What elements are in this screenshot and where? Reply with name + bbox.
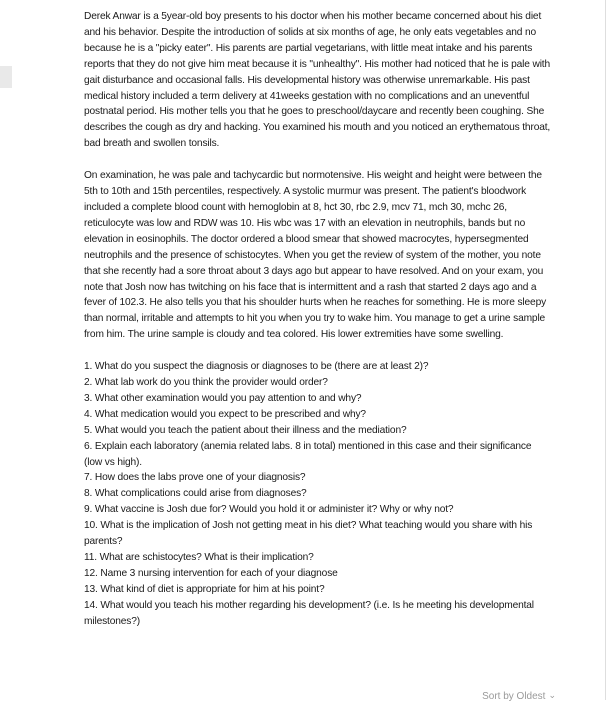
question-item: 1. What do you suspect the diagnosis or diagnoses to be (there are at least 2)? <box>84 361 429 373</box>
question-item: 5. What would you teach the patient about their illness and the mediation? <box>84 424 407 436</box>
question-item: 12. Name 3 nursing intervention for each of your diagnose <box>84 567 338 579</box>
question-item: 8. What complications could arise from diagnoses? <box>84 488 307 500</box>
question-item: 13. What kind of diet is appropriate for him at his point? <box>84 583 325 595</box>
question-item: 10. What is the implication of Josh not getting meat in his diet? What teaching would you share with his parents? <box>84 520 533 548</box>
case-paragraph-history: Derek Anwar is a 5year-old boy presents to his doctor when his mother became concerned about his diet and his behavior. Despite the introduction of solids at six months of age, he only eats vegetables and no because he is a "picky eater". His parents are partial vegetarians, with little meat intake and his parents reports that they do not give him meat because it is "unhealthy". His mother had noticed that he is pale with gait disturbance and occasional falls. His developmental history was otherwise unremarkable. His past medical history included a term delivery at 41weeks gestation with no complications and an uneventful postnatal period. His mother tells you that he goes to preschool/daycare and recently been coughing. She describes the cough as dry and hacking. You examined his mouth and you noticed an erythematous throat, bad breath and swollen tonsils. <box>84 11 551 150</box>
question-item: 4. What medication would you expect to be prescribed and why? <box>84 408 366 420</box>
question-item: 6. Explain each laboratory (anemia related labs. 8 in total) mentioned in this case and their significance (low vs high). <box>84 440 532 468</box>
question-item: 2. What lab work do you think the provider would order? <box>84 377 328 389</box>
sort-dropdown[interactable] <box>482 691 556 702</box>
question-item: 11. What are schistocytes? What is their implication? <box>84 552 314 563</box>
question-list <box>84 359 552 629</box>
side-tab-marker <box>0 66 12 88</box>
question-item: 3. What other examination would you pay attention to and why? <box>84 392 362 404</box>
question-item: 9. What vaccine is Josh due for? Would you hold it or administer it? Why or why not? <box>84 504 454 516</box>
case-paragraph-examination: On examination, he was pale and tachycardic but normotensive. His weight and height were between the 5th to 10th and 15th percentiles, respectively. A systolic murmur was present. The patient's bloodwork included a complete blood count with hemoglobin at 8, hct 30, rbc 2.9, mcv 71, mch 30, mchc 26, reticulocyte was low and RDW was 10. His wbc was 17 with an elevation in neutrophils, bands but no elevation in eosinophils. The doctor ordered a blood smear that showed macrocytes, hypersegmented neutrophils and the presence of schistocytes. When you get the review of system of the mother, you note that she recently had a sore throat about 3 days ago but appear to have resolved. And on your exam, you note that Josh now has twitching on his face that is intermittent and a rash that started 2 days ago and a fever of 102.3. He also tells you that his shoulder hurts when he reaches for something. He is more sleepy than normal, irritable and attempts to hit you when you try to wake him. You manage to get a urine sample from him. The urine sample is cloudy and tea colored. His lower extremities have some swelling. <box>84 170 547 341</box>
sort-label: Sort by Oldest <box>482 691 546 702</box>
question-item: 7. How does the labs prove one of your diagnosis? <box>84 472 306 484</box>
chevron-down-icon: ⌄ <box>548 690 556 700</box>
content-divider <box>605 0 606 700</box>
question-item: 14. What would you teach his mother regarding his development? (i.e. Is he meeting his developmental milestones?) <box>84 599 534 627</box>
question-body <box>84 9 552 630</box>
